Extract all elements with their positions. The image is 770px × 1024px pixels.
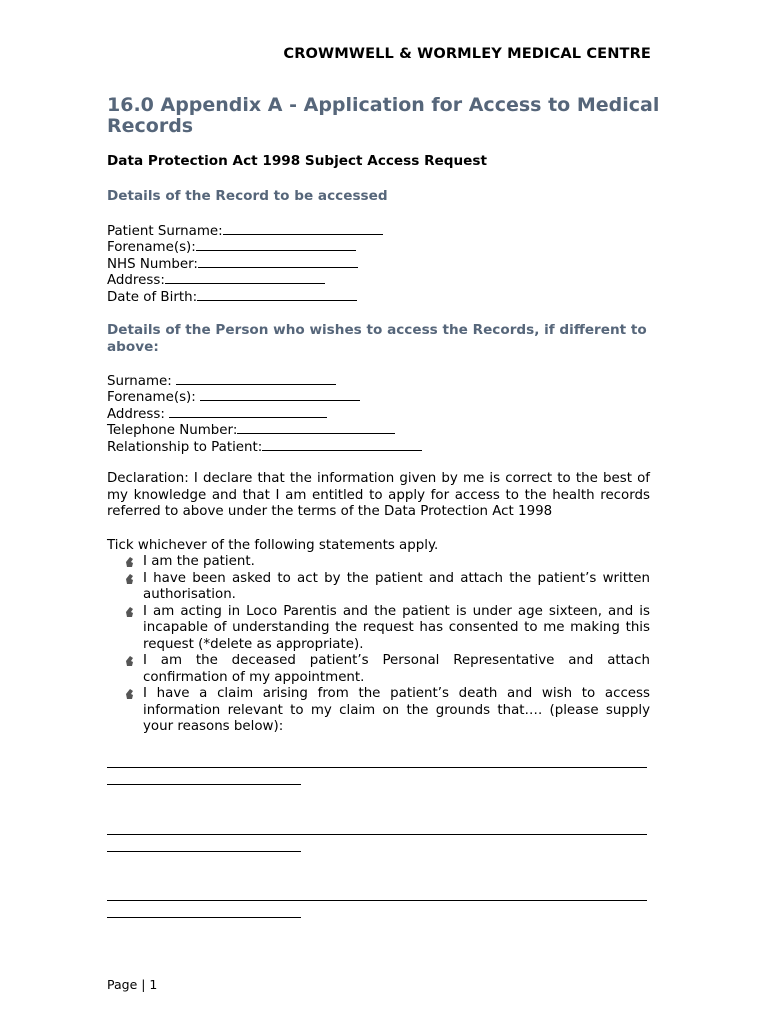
statement-item[interactable]: [107, 604, 650, 654]
telephone-number-field[interactable]: [107, 421, 395, 439]
field-label: Forename(s):: [107, 240, 196, 255]
entry-line[interactable]: [176, 372, 336, 385]
reason-line[interactable]: [107, 767, 647, 768]
statements-list: [107, 554, 650, 736]
field-label: Surname:: [107, 374, 176, 389]
field-label: Telephone Number:: [107, 423, 238, 438]
patient-address-field[interactable]: [107, 271, 325, 289]
entry-line[interactable]: [197, 288, 357, 301]
pointer-hand-icon: [124, 688, 135, 700]
page-number: Page | 1: [107, 977, 158, 992]
reason-line[interactable]: [107, 851, 301, 852]
field-label: Forename(s):: [107, 390, 201, 405]
record-section-heading: Details of the Record to be accessed: [107, 188, 388, 204]
statement-text: I have a claim arising from the patient’s death and wish to access information relevant to my claim on the grounds that…. (please supply your reasons below):: [143, 686, 650, 734]
reason-line[interactable]: [107, 917, 301, 918]
statements-intro: Tick whichever of the following statements apply.: [107, 538, 439, 553]
reason-line[interactable]: [107, 834, 647, 835]
entry-line[interactable]: [165, 271, 325, 284]
reason-line[interactable]: [107, 900, 647, 901]
declaration-text: Declaration: I declare that the information given by me is correct to the best of my knowledge and that I am entitled to apply for access to the health records referred to above under the terms of the Data Protection Act 1998: [107, 471, 650, 519]
statement-text: I am acting in Loco Parentis and the patient is under age sixteen, and is incapable of understanding the request has consented to me making this request (*delete as appropriate).: [143, 603, 650, 652]
relationship-field[interactable]: [107, 438, 422, 456]
statement-text: I have been asked to act by the patient and attach the patient’s written authorisation.: [143, 570, 650, 602]
entry-line[interactable]: [196, 238, 356, 251]
pointer-hand-icon: [124, 606, 135, 618]
subtitle: Data Protection Act 1998 Subject Access Request: [107, 153, 487, 169]
field-label: Address:: [107, 273, 165, 288]
date-of-birth-field[interactable]: [107, 288, 357, 306]
person-section-heading: Details of the Person who wishes to access the Records, if different to above:: [107, 322, 647, 355]
statement-item[interactable]: [107, 554, 650, 571]
statement-item[interactable]: [107, 653, 650, 686]
practice-name-header: CROWMWELL & WORMLEY MEDICAL CENTRE: [283, 45, 651, 62]
field-label: NHS Number:: [107, 257, 198, 272]
reason-line[interactable]: [107, 784, 301, 785]
pointer-hand-icon: [124, 573, 135, 585]
statement-text: I am the deceased patient’s Personal Representative and attach confirmation of my appointment.: [143, 653, 650, 685]
entry-line[interactable]: [198, 255, 358, 268]
field-label: Patient Surname:: [107, 224, 223, 239]
pointer-hand-icon: [124, 556, 135, 568]
entry-line[interactable]: [237, 421, 395, 434]
entry-line[interactable]: [262, 438, 422, 451]
page-title: 16.0 Appendix A - Application for Access to Medical Records: [107, 94, 660, 137]
entry-line[interactable]: [169, 405, 327, 418]
statement-text: I am the patient.: [143, 554, 255, 569]
field-label: Date of Birth:: [107, 290, 198, 305]
statement-item[interactable]: [107, 571, 650, 604]
field-label: Address:: [107, 407, 170, 422]
patient-forenames-field[interactable]: [107, 238, 356, 256]
entry-line[interactable]: [200, 388, 360, 401]
field-label: Relationship to Patient:: [107, 440, 263, 455]
applicant-forenames-field[interactable]: [107, 388, 360, 406]
entry-line[interactable]: [223, 222, 383, 235]
pointer-hand-icon: [124, 655, 135, 667]
statement-item[interactable]: [107, 686, 650, 736]
